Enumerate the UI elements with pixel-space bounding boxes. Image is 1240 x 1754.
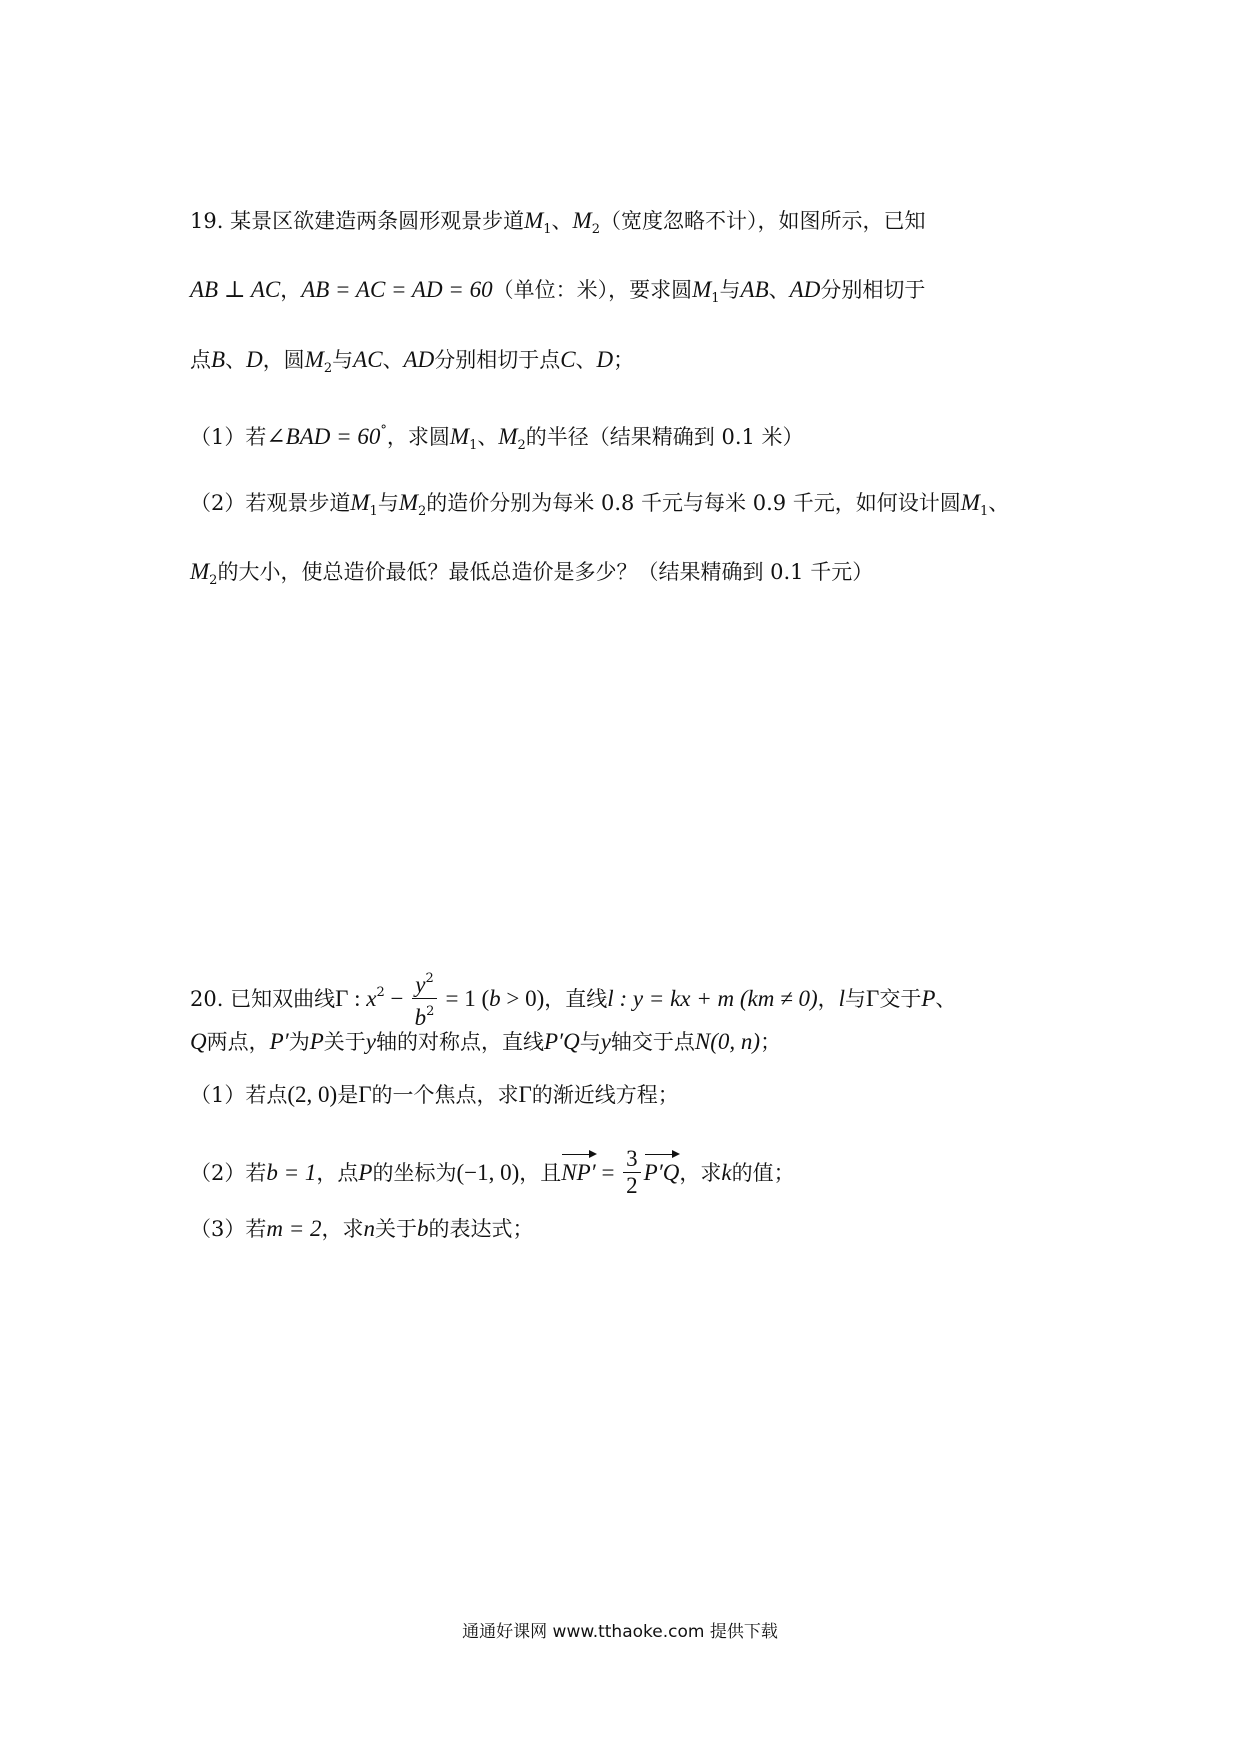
superscript: 2 (376, 985, 385, 1000)
text: 、 (575, 348, 597, 372)
text: （1）若 (190, 425, 267, 449)
math: l (838, 986, 846, 1011)
math: Q (190, 1029, 207, 1054)
text: ，求 (321, 1217, 364, 1241)
text: 与 (332, 348, 354, 372)
text: 、 (477, 425, 499, 449)
math: n (363, 1216, 376, 1241)
math: P (309, 1029, 324, 1054)
text: 与 (845, 987, 867, 1011)
text: 、 (988, 491, 1010, 515)
text: ； (760, 1030, 782, 1054)
text: （2）若 (190, 1161, 267, 1185)
text: 、 (382, 348, 404, 372)
text: ，直线 (544, 987, 608, 1011)
superscript: 2 (425, 971, 434, 986)
math: Γ (518, 1082, 532, 1107)
text: ，求圆 (386, 425, 450, 449)
math: AD (789, 277, 821, 302)
subscript: 2 (418, 504, 427, 519)
q19-number: 19. (190, 209, 224, 233)
math: P (921, 986, 936, 1011)
text: ， (817, 987, 839, 1011)
text: 轴的对称点，直线 (376, 1030, 544, 1054)
q20-line-1 (190, 968, 956, 1033)
math: M (498, 424, 518, 449)
math: m = 2 (266, 1216, 322, 1241)
superscript: ° (380, 423, 387, 438)
text: 的值； (731, 1161, 795, 1185)
math: − (384, 986, 410, 1011)
text: 的表达式； (428, 1217, 534, 1241)
text: ； (613, 348, 635, 372)
q20-part-1 (190, 1080, 679, 1110)
math: AD (403, 347, 435, 372)
math: b (489, 986, 501, 1011)
math: D (246, 347, 263, 372)
math: b = 1 (266, 1160, 317, 1185)
math: b (414, 1005, 427, 1030)
numerator: 3 (623, 1146, 641, 1173)
math: = (595, 1160, 621, 1185)
math: AC (353, 347, 383, 372)
text: 的造价分别为每米 0.8 千元与每米 0.9 千元，如何设计圆 (426, 491, 961, 515)
text: 点 (190, 348, 211, 372)
denominator: 2 (626, 1173, 638, 1198)
math: : (348, 986, 367, 1011)
math: D (596, 347, 614, 372)
text: 已知双曲线 (230, 987, 336, 1011)
page-footer: 通通好课网 www.tthaoke.com 提供下载 (462, 1622, 778, 1642)
q19-line-2 (190, 275, 925, 314)
text: 与 (719, 278, 741, 302)
math: P′ (269, 1029, 289, 1054)
math: x (366, 986, 377, 1011)
math: M (398, 490, 418, 515)
math: M (524, 208, 544, 233)
math: AB ⊥ AC (190, 277, 281, 302)
text: ，点 (316, 1161, 359, 1185)
text: 的一个焦点，求 (371, 1083, 519, 1107)
fraction (412, 966, 437, 1031)
q19-part-1 (190, 416, 804, 461)
fraction (623, 1146, 641, 1199)
text: 的半径（结果精确到 0.1 米） (525, 425, 804, 449)
text: 关于 (375, 1217, 418, 1241)
math: AB = AC = AD = 60 (301, 277, 493, 302)
math: AB (740, 277, 769, 302)
q20-number: 20. (190, 987, 224, 1011)
math: P (358, 1160, 373, 1185)
text: 分别相切于点 (434, 348, 561, 372)
math: M (190, 559, 210, 584)
text: ， (280, 278, 302, 302)
text: 与 (579, 1030, 601, 1054)
math: N(0, n) (694, 1029, 761, 1054)
math: y (365, 1029, 376, 1054)
text: （3）若 (190, 1217, 267, 1241)
text: （宽度忽略不计），如图所示，已知 (600, 209, 926, 233)
superscript: 2 (426, 1004, 435, 1019)
q19-line-3 (190, 345, 634, 384)
math: l (607, 986, 614, 1011)
q20-part-2 (190, 1148, 795, 1201)
math: : y = kx + m (km ≠ 0) (613, 986, 818, 1011)
math: M (572, 208, 592, 233)
math: M (960, 490, 980, 515)
math: (2, 0) (287, 1082, 338, 1107)
math: y (415, 972, 426, 997)
text: （单位：米），要求圆 (492, 278, 693, 302)
text: （1）若点 (190, 1083, 288, 1107)
text: 两点， (206, 1030, 270, 1054)
subscript: 1 (469, 438, 478, 453)
q20-line-2 (190, 1027, 781, 1057)
q19-part-2-cont (190, 557, 873, 596)
math: y (600, 1029, 611, 1054)
math: ∠BAD = 60 (266, 424, 381, 449)
math: P′Q (544, 1029, 580, 1054)
text: 的大小，使总造价最低？最低总造价是多少？（结果精确到 0.1 千元） (217, 560, 874, 584)
q19-part-2 (190, 488, 1009, 527)
text: 某景区欲建造两条圆形观景步道 (230, 209, 525, 233)
math: M (304, 347, 324, 372)
subscript: 2 (591, 222, 600, 237)
q19-line-1 (190, 206, 926, 245)
math: Γ (358, 1082, 372, 1107)
math: M (449, 424, 470, 449)
text: 、 (225, 348, 247, 372)
math: > 0) (500, 986, 545, 1011)
text: 轴交于点 (610, 1030, 695, 1054)
subscript: 1 (979, 504, 989, 519)
text: 、 (551, 209, 573, 233)
subscript: 1 (711, 291, 720, 306)
subscript: 2 (517, 438, 526, 453)
text: 的渐近线方程； (531, 1083, 679, 1107)
math: Γ (866, 986, 880, 1011)
text: 是 (337, 1083, 359, 1107)
text: 、 (768, 278, 790, 302)
math: b (417, 1216, 429, 1241)
subscript: 1 (543, 222, 552, 237)
text: ，且 (519, 1161, 562, 1185)
text: 与 (377, 491, 399, 515)
q20-part-3 (190, 1214, 534, 1244)
math: (−1, 0) (456, 1160, 520, 1185)
subscript: 2 (209, 573, 218, 588)
text: 分别相切于 (820, 278, 926, 302)
vector-np: NP′ (561, 1152, 595, 1188)
math: = 1 ( (439, 986, 490, 1011)
math: C (560, 347, 576, 372)
subscript: 1 (369, 504, 378, 519)
math: M (350, 490, 370, 515)
text: ，圆 (262, 348, 305, 372)
text: （2）若观景步道 (190, 491, 351, 515)
vector-pq: P′Q (644, 1152, 680, 1188)
math: M (692, 277, 712, 302)
text: 的坐标为 (372, 1161, 457, 1185)
math: Γ (335, 986, 349, 1011)
math: k (721, 1160, 732, 1185)
text: 为 (288, 1030, 310, 1054)
math: B (211, 347, 226, 372)
text: 关于 (323, 1030, 366, 1054)
text: 交于 (879, 987, 922, 1011)
text: ，求 (679, 1161, 722, 1185)
subscript: 2 (323, 361, 333, 376)
text: 、 (935, 987, 957, 1011)
